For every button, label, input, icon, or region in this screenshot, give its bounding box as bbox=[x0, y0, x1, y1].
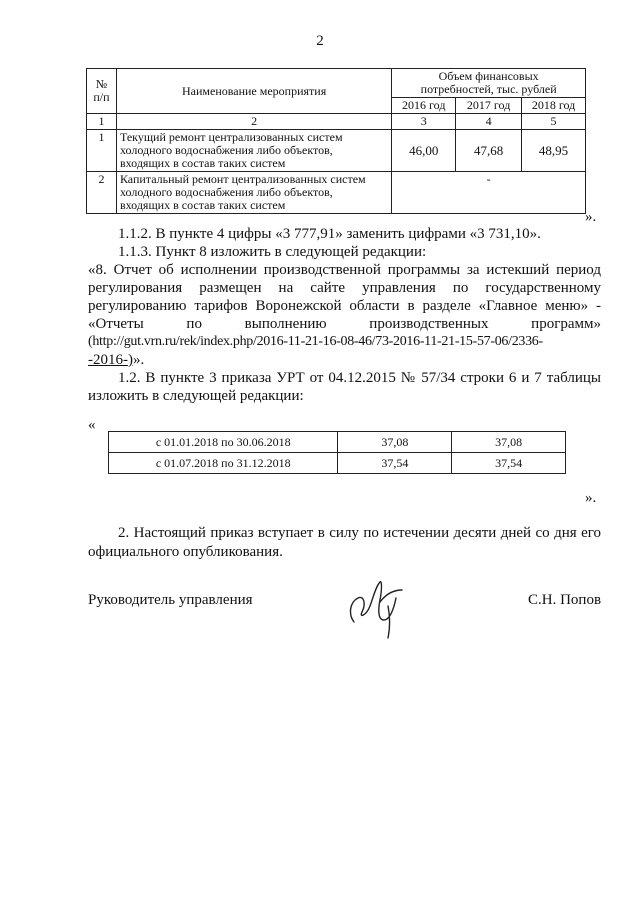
header-num: № п/п bbox=[87, 69, 117, 114]
paragraph-2: 2. Настоящий приказ вступает в силу по истечении десяти дней со дня его bbox=[118, 525, 601, 541]
report-link[interactable]: (http://gut.vrn.ru/rek/index.php/2016-11-21-16-08-46/73-2016-11-21-15-57-06/2336- bbox=[88, 334, 543, 349]
value-cell: 37,54 bbox=[452, 453, 566, 474]
col-number: 3 bbox=[392, 114, 456, 130]
paragraph-8-line: «Отчеты по выполнению производственных программ» bbox=[88, 316, 601, 332]
col-number: 2 bbox=[116, 114, 391, 130]
paragraph-1-2-cont: изложить в следующей редакции: bbox=[88, 388, 304, 404]
value-2018: 48,95 bbox=[522, 130, 586, 172]
paragraph-1-1-2: 1.1.2. В пункте 4 цифры «3 777,91» заменить цифрами «3 731,10». bbox=[118, 226, 541, 242]
signatory-name: С.Н. Попов bbox=[528, 592, 602, 608]
row-name: Текущий ремонт централизованных систем холодного водоснабжения либо объектов, входящих в состав таких систем bbox=[116, 130, 391, 172]
row-name: Капитальный ремонт централизованных систем холодного водоснабжения либо объектов, входящих в состав таких систем bbox=[116, 172, 391, 214]
table-row bbox=[109, 453, 566, 474]
paragraph-8-line: регулирования размещен на сайте управления по государственному bbox=[88, 280, 601, 296]
col-number: 1 bbox=[87, 114, 117, 130]
col-number: 4 bbox=[456, 114, 522, 130]
report-link[interactable]: -2016-) bbox=[88, 352, 133, 368]
period-cell: с 01.07.2018 по 31.12.2018 bbox=[109, 453, 338, 474]
header-year-2016: 2016 год bbox=[392, 98, 456, 114]
paragraph-8-line: «8. Отчет об исполнении производственной программы за истекший период bbox=[88, 262, 601, 278]
paragraph-8-end: -2016-)». bbox=[88, 352, 145, 368]
header-year-2018: 2018 год bbox=[522, 98, 586, 114]
open-quote: « bbox=[88, 417, 96, 433]
table-row bbox=[87, 172, 586, 214]
table-row bbox=[87, 130, 586, 172]
header-volume: Объем финансовых потребностей, тыс. рублей bbox=[392, 69, 586, 98]
table-row bbox=[109, 432, 566, 453]
value-cell: 37,54 bbox=[338, 453, 452, 474]
handwritten-signature bbox=[340, 576, 420, 642]
financing-table bbox=[86, 68, 586, 214]
paragraph-1-2: 1.2. В пункте 3 приказа УРТ от 04.12.2015 № 57/34 строки 6 и 7 таблицы bbox=[118, 370, 601, 386]
signatory-position: Руководитель управления bbox=[88, 592, 253, 608]
close-quote: ». bbox=[585, 490, 597, 506]
close-quote: ». bbox=[585, 209, 597, 225]
paragraph-1-1-3: 1.1.3. Пункт 8 изложить в следующей редакции: bbox=[118, 244, 427, 260]
row-num: 1 bbox=[87, 130, 117, 172]
page-number: 2 bbox=[316, 33, 324, 49]
value-cell: 37,08 bbox=[452, 432, 566, 453]
merged-value: - bbox=[392, 172, 586, 214]
period-cell: с 01.01.2018 по 30.06.2018 bbox=[109, 432, 338, 453]
value-2016: 46,00 bbox=[392, 130, 456, 172]
paragraph-8-line: регулированию тарифов Воронежской области в разделе «Главное меню» - bbox=[88, 298, 601, 314]
value-cell: 37,08 bbox=[338, 432, 452, 453]
row-num: 2 bbox=[87, 172, 117, 214]
header-name: Наименование мероприятия bbox=[116, 69, 391, 114]
paragraph-2-cont: официального опубликования. bbox=[88, 544, 283, 560]
header-year-2017: 2017 год bbox=[456, 98, 522, 114]
col-number: 5 bbox=[522, 114, 586, 130]
value-2017: 47,68 bbox=[456, 130, 522, 172]
tariff-table bbox=[108, 431, 566, 474]
